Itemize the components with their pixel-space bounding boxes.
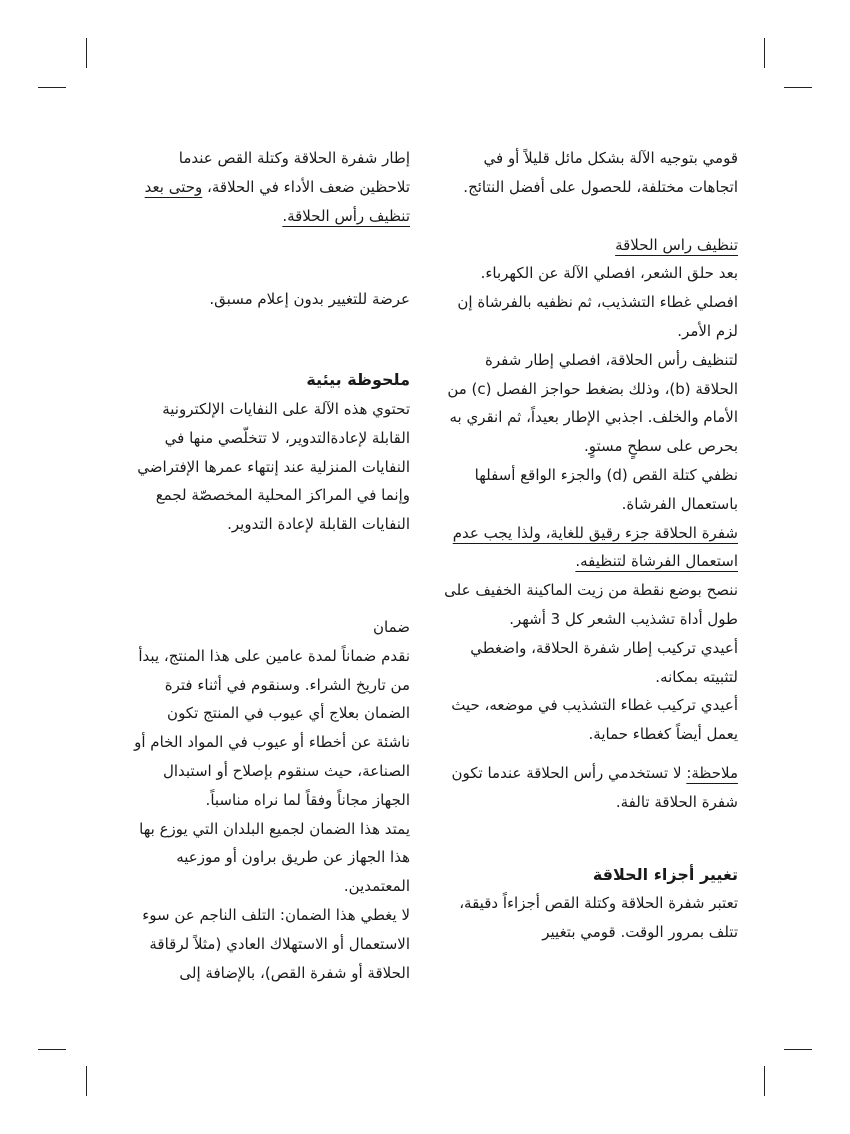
crop-mark xyxy=(86,38,87,68)
continued-text: إطار شفرة الحلاقة وكتلة القص عندما تلاحظين ضعف الأداء في الحلاقة، xyxy=(178,149,410,196)
left-column xyxy=(130,144,410,987)
cleaning-paragraph: نظفي كتلة القص (d) والجزء الواقع أسفلها باستعمال الفرشاة. xyxy=(474,465,738,513)
note-label: ملاحظة: xyxy=(686,763,738,782)
crop-mark xyxy=(38,1049,66,1050)
crop-mark xyxy=(764,1066,765,1096)
cleaning-paragraph: لتنظيف رأس الحلاقة، افصلي إطار شفرة الحلاقة (b)، وذلك بضغط حواجز الفصل (c) من الأمام والخلف. اجذبي الإطار بعيداً، ثم انقري به بحرص على سطحٍ مستوٍ. xyxy=(447,350,738,456)
cleaning-paragraph: أعيدي تركيب إطار شفرة الحلاقة، واضغطي لتثبيته بمكانه. xyxy=(470,638,738,686)
cleaning-paragraph: ننصح بوضع نقطة من زيت الماكينة الخفيف على طول أداة تشذيب الشعر كل 3 أشهر. xyxy=(444,581,738,628)
crop-mark xyxy=(764,38,765,68)
intro-paragraph: قومي بتوجيه الآلة بشكل مائل قليلاً أو في اتجاهات مختلفة، للحصول على أفضل النتائج. xyxy=(463,149,738,196)
continued-paragraph xyxy=(130,144,410,230)
cleaning-paragraph: أعيدي تركيب غطاء التشذيب في موضعه، حيث يعمل أيضاً كغطاء حماية. xyxy=(451,696,738,744)
note-text: لا تستخدمي رأس الحلاقة عندما تكون شفرة الحلاقة تالفة. xyxy=(451,763,738,811)
warranty-paragraph: نقدم ضماناً لمدة عامين على هذا المنتج، يبدأ من تاريخ الشراء. وسنقوم في أثناء فترة الضمان بعلاج أي عيوب في المنتج تكون ناشئة عن أخطاء أو عيوب في المواد الخام أو الصناعة، حيث سنقوم بإصلاح أو استبدال الجهاز مجاناً وفقاً لما نراه مناسباً. xyxy=(134,646,410,809)
warranty-paragraph: لا يغطي هذا الضمان: التلف الناجم عن سوء الاستعمال أو الاستهلاك العادي (مثلاً لرقاقة الحلاقة أو شفرة القص)، بالإضافة إلى xyxy=(142,905,410,982)
cleaning-heading: تنظيف راس الحلاقة xyxy=(615,235,738,254)
warranty-paragraph: يمتد هذا الضمان لجميع البلدان التي يوزع بها هذا الجهاز عن طريق براون أو موزعيه المعتمدين. xyxy=(139,819,410,896)
cleaning-paragraph: بعد حلق الشعر، افصلي الآلة عن الكهرباء. افصلي غطاء التشذيب، ثم نظفيه بالفرشاة إن لزم الأمر. xyxy=(457,264,738,340)
crop-mark xyxy=(38,87,66,88)
crop-mark xyxy=(784,87,812,88)
env-paragraph: تحتوي هذه الآلة على النفايات الإلكترونية القابلة لإعادةالتدوير، لا تتخلّصي منها في النفايات المنزلية عند إنتهاء عمرها الإفتراضي وإنما في المراكز المحلية المخصصّة لجمع النفايات القابلة لإعادة التدوير. xyxy=(137,399,410,534)
warranty-heading: ضمان xyxy=(373,617,410,636)
parts-paragraph: تعتبر شفرة الحلاقة وكتلة القص أجزاءاً دقيقة، تتلف بمرور الوقت. قومي بتغيير xyxy=(459,894,738,942)
continued-underlined: وحتى بعد تنظيف رأس الحلاقة. xyxy=(144,177,410,225)
note-paragraph xyxy=(442,759,738,817)
crop-mark xyxy=(86,1066,87,1096)
cleaning-warning: شفرة الحلاقة جزء رقيق للغاية، ولذا يجب عدم استعمال الفرشاة لتنظيفه. xyxy=(452,523,738,571)
env-heading: ملحوظة بيئية xyxy=(306,370,410,390)
change-notice: عرضة للتغيير بدون إعلام مسبق. xyxy=(209,290,410,309)
crop-mark xyxy=(784,1049,812,1050)
parts-heading: تغيير أجزاء الحلاقة xyxy=(592,864,738,884)
right-column xyxy=(442,144,738,947)
